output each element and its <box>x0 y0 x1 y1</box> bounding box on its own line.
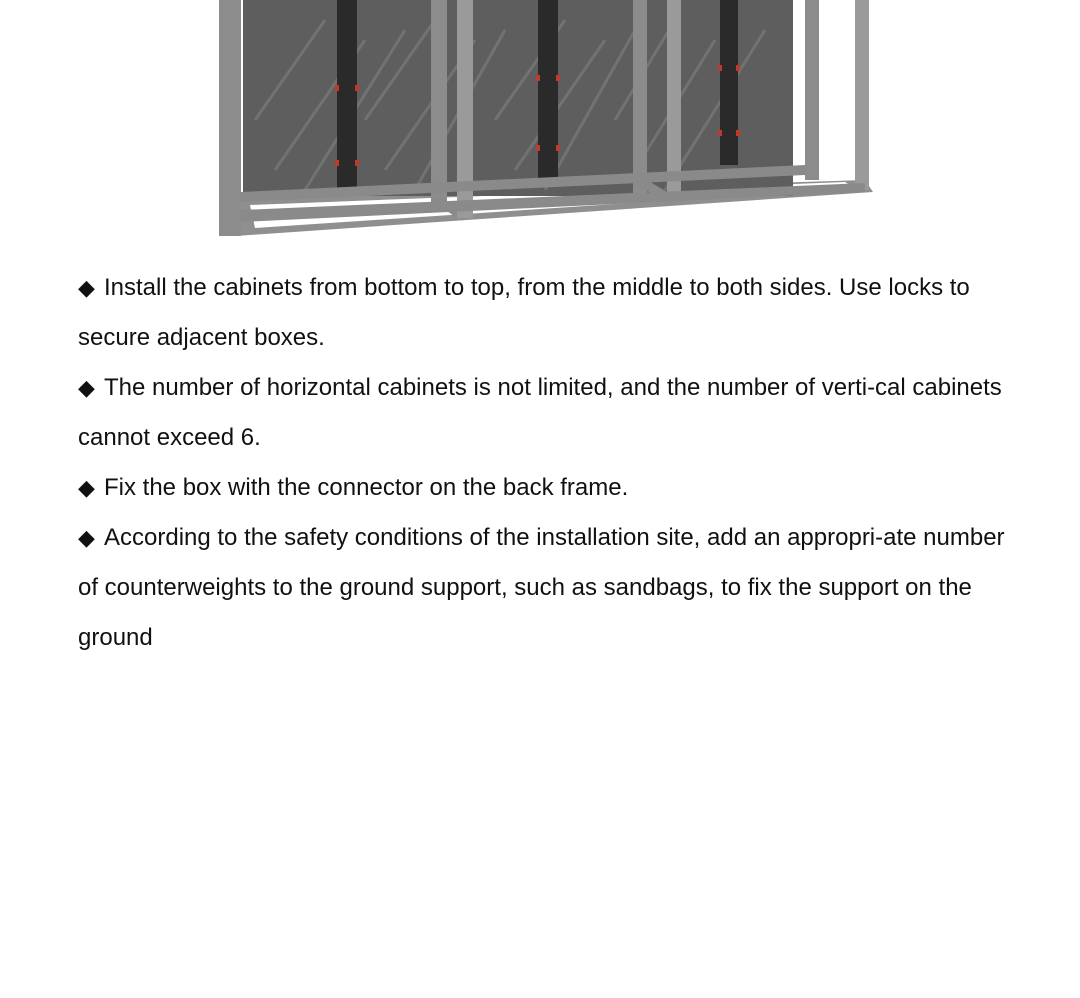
frame-post <box>431 0 447 210</box>
instruction-list <box>78 263 1008 663</box>
instruction-item <box>78 363 1008 463</box>
diamond-bullet-icon: ◆ <box>78 525 95 550</box>
instruction-text: According to the safety conditions of the installation site, add an appropri-ate number of counterweights to the ground support, such as sandbags, to fix the support on the ground <box>78 524 1005 651</box>
led-cabinet-frame-illustration <box>205 0 880 242</box>
frame-post <box>633 0 647 195</box>
diamond-bullet-icon: ◆ <box>78 375 95 400</box>
instruction-text: Fix the box with the connector on the back frame. <box>104 474 629 501</box>
diamond-bullet-icon: ◆ <box>78 275 95 300</box>
instruction-item <box>78 263 1008 363</box>
frame-post <box>219 0 241 236</box>
cabinet-frame-figure <box>205 0 880 242</box>
instruction-item <box>78 463 1008 513</box>
connector-strip <box>538 0 558 178</box>
instruction-text: The number of horizontal cabinets is not limited, and the number of verti-cal cabinets cannot exceed 6. <box>78 374 1002 451</box>
connector-strip <box>337 0 357 190</box>
frame-post <box>805 0 819 180</box>
frame-post <box>855 0 869 190</box>
connector-strip <box>720 0 738 165</box>
frame-post <box>667 0 681 200</box>
diamond-bullet-icon: ◆ <box>78 475 95 500</box>
instruction-text: Install the cabinets from bottom to top, from the middle to both sides. Use locks to secure adjacent boxes. <box>78 274 970 351</box>
instruction-item <box>78 513 1008 663</box>
